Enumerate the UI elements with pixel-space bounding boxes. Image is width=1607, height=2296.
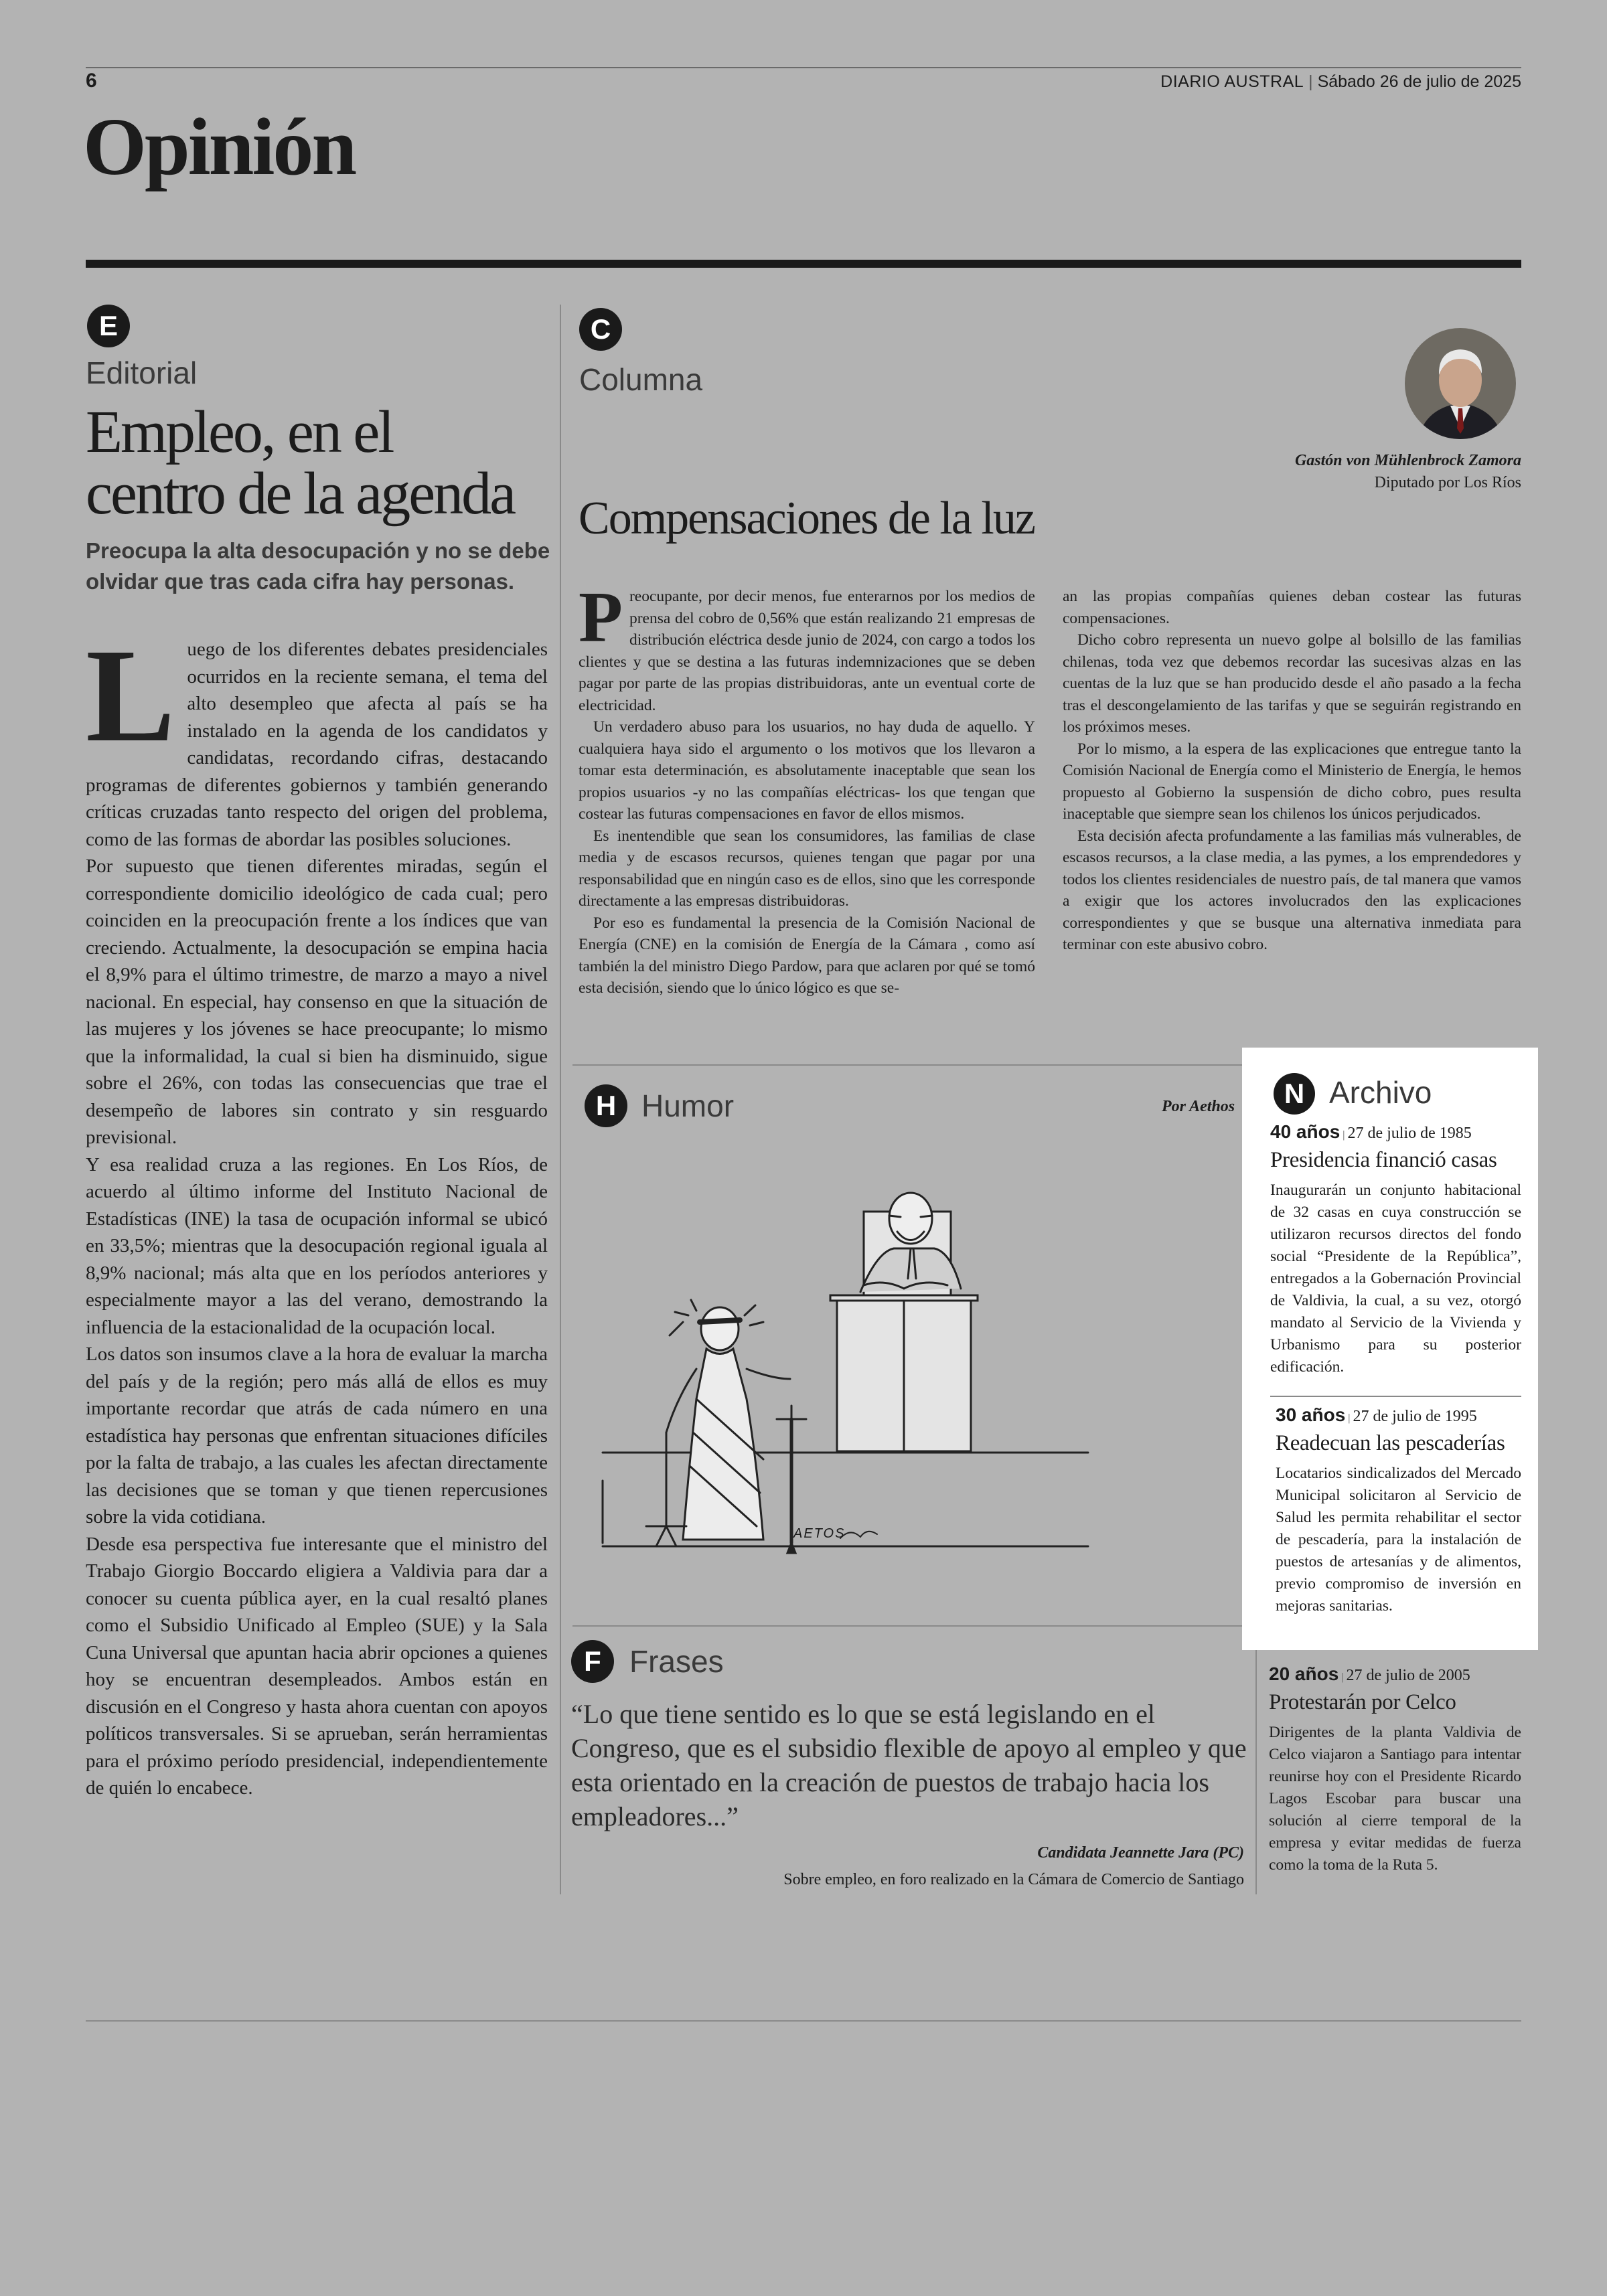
archivo-item: 40 años | 27 de julio de 1985 Presidencia financió casas Inaugurarán un conjunto habitacional de 32 casas en cuya construcción se utilizaron recursos directos del fondo social “Presidente de la República”, entregados a la Gobernación Provincial de Valdivia, la cual, a su vez, otorgó mandato al Servicio de la Vivienda y Urbanismo para su posterior edificación. xyxy=(1270,1121,1521,1378)
column-body-right: an las propias compañías quienes deban costear las futuras compensaciones. Dicho cobro representa un nuevo golpe al bolsillo de las familias chilenas, toda vez que debemos recordar las sucesivas alzas en las cuentas de la luz que se han producido desde el año pasado a la fecha tras el descongelamiento de las tarifas y que se seguirán registrando en los próximos meses. Por lo mismo, a la espera de las explicaciones que entregue tanto la Comisión Nacional de Energía como el Ministerio de Energía, le hemos propuesto al Gobierno la suspensión de dicho cobro, pues resulta inaceptable que siempre sean los chilenos los únicos perjudicados. Esta decisión afecta profundamente a las familias más vulnerables, de escasos recursos, a la clase media, a las pymes, a los emprendedores y todos los clientes residenciales de nuestro país, de tal manera que vamos a exigir que los actores involucrados den las explicaciones correspondientes y que se busque una alternativa inmediata para terminar con este abusivo cobro. xyxy=(1063,588,1521,953)
frases-label: Frases xyxy=(629,1644,724,1679)
editorial-body: Luego de los diferentes debates presidenciales ocurridos en la reciente semana, el tema del alto desempleo que afecta al país se ha instalado en la agenda de los candidatos y candidatas, recordando cifras, destacando programas de diferentes gobiernos y también generando críticas cruzadas tanto respecto del origen del problema, como de las formas de abordar las posibles soluciones. Por supuesto que tienen diferentes miradas, según el correspondiente domicilio ideológico de cada cual; pero coinciden en la preocupación frente a los índices que van creciendo. Actualmente, la desocupación se empina hacia el 8,9% para el último trimestre, de marzo a mayo a nivel nacional. En especial, hay consenso en que la situación de las mujeres y los jóvenes se hace preocupante; lo mismo que la informalidad, la cual si bien ha disminuido, sigue sobre el 26%, con todas las consecuencias que trae el desempeño de labores sin contrato y sin resguardo previsional. Y esa realidad cruza a las regiones. En Los Ríos, de acuerdo al último informe del Instituto Nacional de Estadísticas (INE) la tasa de ocupación informal se ubicó en 33,5%; mientras que la desocupación regional iguala al 8,9% nacional; más alta que en los períodos anteriores y especialmente mayor a las del verano, demostrando la influencia de la estacionalidad de la ocupación local. Los datos son insumos clave a la hora de evaluar la marcha del país y de la región; pero más allá de ellos es muy importante recordar que atrás de cada número en una estadística hay personas que enfrentan situaciones difíciles por la falta de trabajo, a las cuales les afectan directamente las decisiones que se toman y que tienen repercusiones sobre la vida cotidiana. Desde esa perspectiva fue interesante que el ministro del Trabajo Giorgio Boccardo eligiera a Valdivia para dar a conocer su cuenta pública ayer, en la cual resaltó planes como el Subsidio Unificado al Empleo (SUE) y la Sala Cuna Universal que apuntan hacia abrir opciones a quienes hoy se encuentran desempleados. Ambos están en discusión en el Congreso y hasta ahora cuentan con apoyos políticos transversales. Si se aprueban, serán herramientas para el próximo período presidencial, independientemente de quién lo encabece. xyxy=(86,622,548,1799)
archivo-text: Locatarios sindicalizados del Mercado Municipal solicitaron al Servicio de Salud les permita rehabilitar el sector de pescadería, para la instalación de puestos de artesanías y de alimentos, previo compromiso de inversión en mejoras sanitarias. xyxy=(1276,1465,1521,1615)
column-body-left: Preocupante, por decir menos, fue enterarnos por los medios de prensa del cobro de 0,56% que están realizando 21 empresas de distribución eléctrica desde junio de 2024, con cargo a todos los clientes y que se destina a las futuras indemnizaciones que se deben pagar por parte de las propias distribuidoras, ante un eventual corte de electricidad. Un verdadero abuso para los usuarios, no hay duda de aquello. Y cualquiera haya sido el argumento o los motivos que los llevaron a tomar esta determinación, es absolutamente inaceptable que sean los propios usuarios -y no las compañías eléctricas- los que tengan que costear las futuras compensaciones en favor de ellos mismos. Es inentendible que sean los consumidores, las familias de clase media y de escasos recursos, quienes tengan que pagar por una responsabilidad que en ningún caso es de ellos, sino que les corresponde directamente a las empresas distribuidoras. Por eso es fundamental la presencia de la Comisión Nacional de Energía (CNE) en la comisión de Energía de la Cámara , como así también la del ministro Diego Pardow, para que aclaren por qué se tomó esta decisión, siendo que lo único lógico es que se- xyxy=(579,578,1035,997)
bottom-rule xyxy=(86,2020,1521,2022)
archivo-years: 40 años xyxy=(1270,1121,1341,1142)
cartoon xyxy=(596,1178,1125,1580)
top-rule xyxy=(86,67,1521,68)
archivo-date: 27 de julio de 2005 xyxy=(1346,1667,1470,1684)
archivo-item: 20 años | 27 de julio de 2005 Protestarán por Celco Dirigentes de la planta Valdivia de Celco viajaron a Santiago para intentar reunirse hoy con el Presidente Ricardo Lagos Escobar para buscar una solución al cierre temporal de la empresa y evitar medidas de fuerza como la toma de la Ruta 5. xyxy=(1269,1663,1521,1876)
editorial-title: Empleo, en el centro de la agenda xyxy=(86,399,515,527)
archivo-years: 20 años xyxy=(1269,1663,1339,1684)
column-author: Gastón von Mühlenbrock Zamora xyxy=(1294,452,1521,469)
archivo-label: Archivo xyxy=(1329,1075,1432,1110)
archivo-rule xyxy=(1270,1396,1521,1397)
page-number: 6 xyxy=(86,70,97,92)
archivo-date: 27 de julio de 1995 xyxy=(1353,1408,1477,1425)
archivo-badge: N xyxy=(1274,1073,1315,1115)
humor-credit: Por Aethos xyxy=(1162,1098,1235,1115)
section-title: Opinión xyxy=(83,102,356,192)
archivo-title: Presidencia financió casas xyxy=(1270,1148,1497,1172)
humor-badge: H xyxy=(585,1084,627,1127)
issue-date: Sábado 26 de julio de 2025 xyxy=(1317,72,1521,91)
drop-cap: P xyxy=(579,578,623,657)
paper-name: DIARIO AUSTRAL xyxy=(1160,72,1304,91)
archivo-date: 27 de julio de 1985 xyxy=(1347,1125,1472,1142)
archivo-text: Dirigentes de la planta Valdivia de Celco viajaron a Santiago para intentar reunirse hoy con el Presidente Ricardo Lagos Escobar para buscar una solución al cierre temporal de la empresa y evitar medidas de fuerza como la toma de la Ruta 5. xyxy=(1269,1724,1521,1874)
column-label: Columna xyxy=(579,362,703,397)
frases-attribution: Candidata Jeannette Jara (PC) xyxy=(1037,1844,1244,1862)
column-divider xyxy=(560,305,561,1894)
editorial-label: Editorial xyxy=(86,355,198,390)
archivo-divider xyxy=(1255,1640,1257,1894)
editorial-subtitle: Preocupa la alta desocupación y no se debe olvidar que tras cada cifra hay personas. xyxy=(86,538,550,594)
author-photo xyxy=(1405,328,1516,439)
masthead-info: DIARIO AUSTRAL | Sábado 26 de julio de 2025 xyxy=(1160,72,1521,91)
frases-rule xyxy=(572,1625,1242,1627)
archivo-title: Protestarán por Celco xyxy=(1269,1690,1456,1714)
humor-label: Humor xyxy=(641,1088,735,1123)
frases-badge: F xyxy=(571,1640,614,1683)
archivo-item: 30 años | 27 de julio de 1995 Readecuan las pescaderías Locatarios sindicalizados del Mercado Municipal solicitaron al Servicio de Salud les permita rehabilitar el sector de pescadería, para la instalación de puestos de artesanías y de alimentos, previo compromiso de inversión en mejoras sanitarias. xyxy=(1276,1404,1521,1617)
frases-context: Sobre empleo, en foro realizado en la Cámara de Comercio de Santiago xyxy=(783,1871,1244,1888)
column-title: Compensaciones de la luz xyxy=(579,493,1035,544)
archivo-text: Inaugurarán un conjunto habitacional de 32 casas en cuya construcción se utilizaron recursos directos del fondo social “Presidente de la República”, entregados a la Gobernación Provincial de Valdivia, la cual, a su vez, otorgó mandato al Servicio de la Vivienda y Urbanismo para su posterior edificación. xyxy=(1270,1181,1521,1376)
editorial-badge: E xyxy=(87,305,130,347)
cartoon-signature: AETOS xyxy=(793,1526,846,1541)
column-badge: C xyxy=(579,308,622,351)
frases-quote: “Lo que tiene sentido es lo que se está legislando en el Congreso, que es el subsidio flexible de apoyo al empleo y que esta orientado en la creación de puestos de trabajo hacia los empleadores...” xyxy=(571,1699,1247,1831)
drop-cap: L xyxy=(86,622,175,770)
column-author-role: Diputado por Los Ríos xyxy=(1374,474,1521,491)
archivo-title: Readecuan las pescaderías xyxy=(1276,1431,1505,1455)
archivo-years: 30 años xyxy=(1276,1404,1346,1425)
section-rule xyxy=(86,260,1521,268)
